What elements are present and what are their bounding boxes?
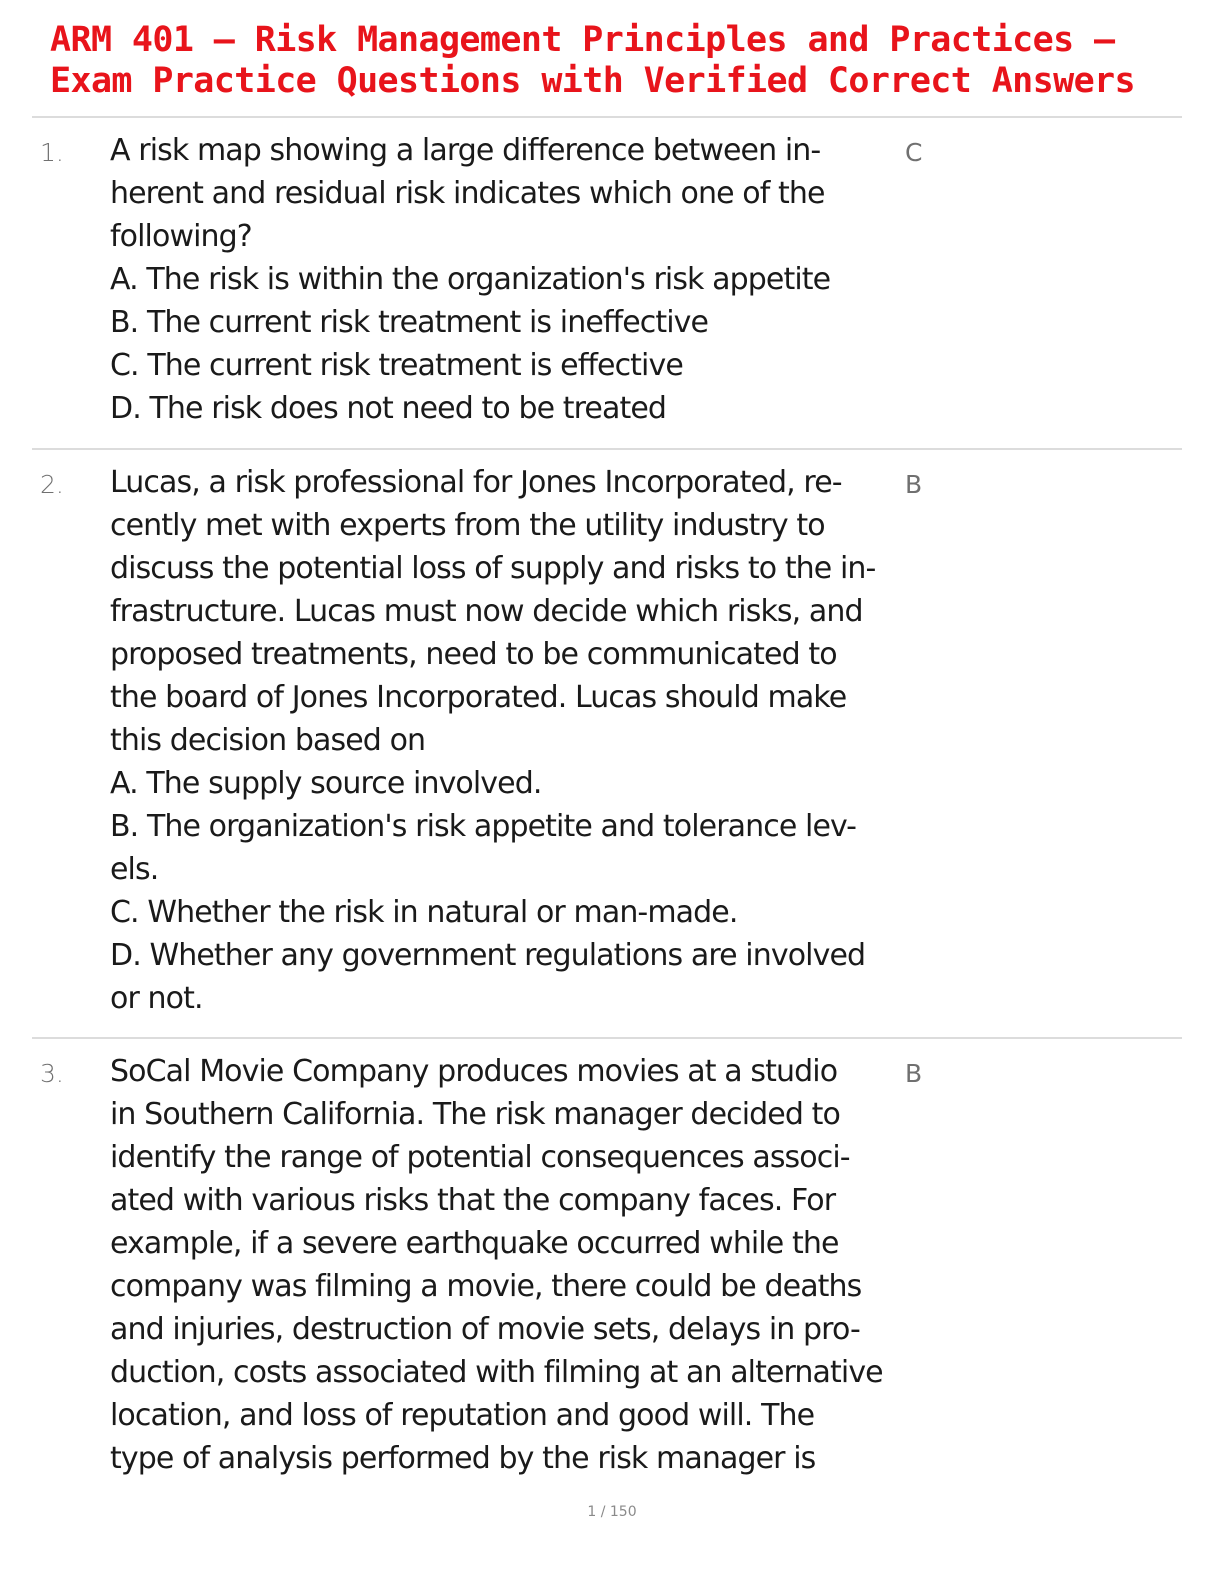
- question-line: discuss the potential loss of supply and risks to the in-: [110, 551, 876, 586]
- question-line: duction, costs associated with filming at an alternative: [110, 1355, 883, 1390]
- answer-letter: C: [905, 138, 923, 167]
- question-line: the board of Jones Incorporated. Lucas should make: [110, 680, 847, 715]
- divider: [32, 116, 1182, 118]
- option-a: A. The supply source involved.: [110, 766, 542, 801]
- option-b-cont: els.: [110, 852, 159, 887]
- question-number: 1.: [40, 138, 64, 167]
- divider: [32, 448, 1182, 450]
- question-line: proposed treatments, need to be communicated to: [110, 637, 837, 672]
- answer-letter: B: [905, 470, 923, 499]
- title-line-2: Exam Practice Questions with Verified Correct Answers: [50, 61, 1136, 101]
- question-line: following?: [110, 219, 252, 254]
- document-title: [50, 20, 1190, 102]
- question-line: SoCal Movie Company produces movies at a studio: [110, 1054, 838, 1089]
- question-line: frastructure. Lucas must now decide which risks, and: [110, 594, 863, 629]
- option-c: C. Whether the risk in natural or man-made.: [110, 895, 738, 930]
- question-line: type of analysis performed by the risk manager is: [110, 1441, 816, 1476]
- divider: [32, 1037, 1182, 1039]
- question-line: A risk map showing a large difference between in-: [110, 133, 821, 168]
- question-line: cently met with experts from the utility industry to: [110, 508, 825, 543]
- question-text: [110, 129, 910, 430]
- question-line: location, and loss of reputation and good will. The: [110, 1398, 815, 1433]
- question-line: in Southern California. The risk manager decided to: [110, 1097, 840, 1132]
- option-d: D. Whether any government regulations are involved: [110, 938, 866, 973]
- question-number: 2.: [40, 470, 64, 499]
- question-number: 3.: [40, 1059, 64, 1088]
- question-line: and injuries, destruction of movie sets, delays in pro-: [110, 1312, 860, 1347]
- question-line: company was filming a movie, there could be deaths: [110, 1269, 862, 1304]
- option-d-cont: or not.: [110, 981, 203, 1016]
- answer-letter: B: [905, 1059, 923, 1088]
- question-line: Lucas, a risk professional for Jones Incorporated, re-: [110, 465, 842, 500]
- title-line-1: ARM 401 – Risk Management Principles and Practices –: [50, 20, 1115, 60]
- question-text: [110, 1050, 910, 1480]
- question-line: identify the range of potential consequences associ-: [110, 1140, 850, 1175]
- page-number: 1 / 150: [587, 1504, 637, 1520]
- question-line: example, if a severe earthquake occurred while the: [110, 1226, 839, 1261]
- option-b: B. The current risk treatment is ineffective: [110, 305, 709, 340]
- question-line: ated with various risks that the company faces. For: [110, 1183, 836, 1218]
- question-line: this decision based on: [110, 723, 426, 758]
- question-line: herent and residual risk indicates which one of the: [110, 176, 825, 211]
- option-b: B. The organization's risk appetite and tolerance lev-: [110, 809, 856, 844]
- option-d: D. The risk does not need to be treated: [110, 391, 667, 426]
- option-c: C. The current risk treatment is effective: [110, 348, 683, 383]
- option-a: A. The risk is within the organization's risk appetite: [110, 262, 831, 297]
- question-text: [110, 461, 910, 1020]
